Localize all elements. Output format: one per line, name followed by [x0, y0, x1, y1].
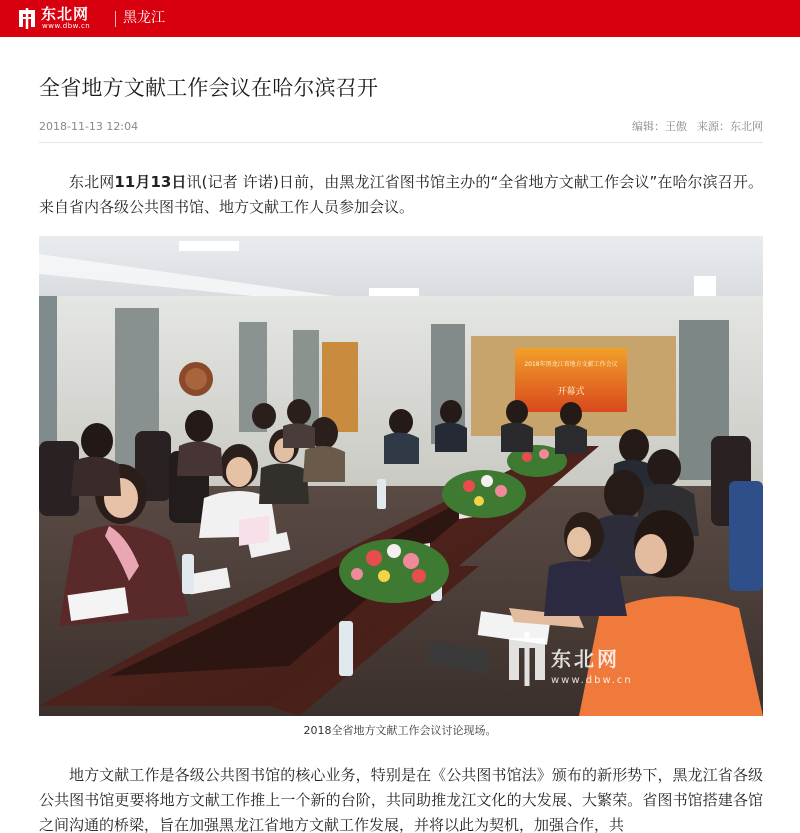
flower-arrangement-icon: [442, 470, 526, 518]
publish-date: 2018-11-13 12:04: [39, 120, 139, 133]
screen-banner-subtitle: 开幕式: [557, 387, 585, 397]
top-navigation-bar: [0, 0, 800, 37]
water-bottle-icon: [182, 554, 194, 594]
water-bottle-icon: [339, 621, 353, 676]
meeting-photo: [39, 236, 763, 716]
topbar-divider: [115, 11, 116, 27]
ceiling-light-icon: [369, 288, 419, 296]
article-paragraph-2: 地方文献工作是各级公共图书馆的核心业务，特别是在《公共图书馆法》颁布的新形势下，黑龙江省各级公共图书馆更要将地方文献工作推上一个新的台阶，共同助推龙江文化的大发展、大繁荣。省图书馆搭建各馆之间沟通的桥梁，旨在加强黑龙江省地方文献工作发展，并将以此为契机，加强合作，共: [39, 766, 763, 833]
watermark-url: www.dbw.cn: [551, 675, 633, 686]
logo-text: 东北网: [41, 5, 90, 23]
dbw-logo-icon: [16, 7, 38, 30]
site-logo[interactable]: [16, 6, 110, 32]
article-title: 全省地方文献工作会议在哈尔滨召开: [39, 76, 379, 100]
photo-caption: 2018全省地方文献工作会议讨论现场。: [303, 724, 497, 737]
para1-prefix: 东北网: [69, 173, 115, 191]
screen-banner-title: 2018年黑龙江省地方文献工作会议: [524, 361, 618, 368]
watermark-text: 东北网: [551, 647, 620, 671]
para1-date-bold: 11月13日: [114, 173, 187, 191]
para1-body: 讯(记者 许诺)日前，由黑龙江省图书馆主办的“全省地方文献工作会议”在哈尔滨召开。来自省内各级公共图书馆、地方文献工作人员参加会议。: [39, 173, 763, 216]
ceiling-light-icon: [179, 241, 239, 251]
channel-link-heilongjiang[interactable]: 黑龙江: [123, 10, 165, 26]
source-label: 来源：东北网: [697, 120, 763, 133]
logo-url: www.dbw.cn: [42, 22, 91, 30]
article-meta: [39, 119, 763, 135]
header-divider: [39, 142, 763, 143]
meta-credits: [632, 119, 763, 135]
article-paragraph-1: [39, 170, 763, 220]
meeting-room-illustration: [39, 236, 763, 716]
flower-arrangement-icon: [339, 539, 449, 603]
editor-label: 编辑：王傲: [632, 120, 687, 133]
